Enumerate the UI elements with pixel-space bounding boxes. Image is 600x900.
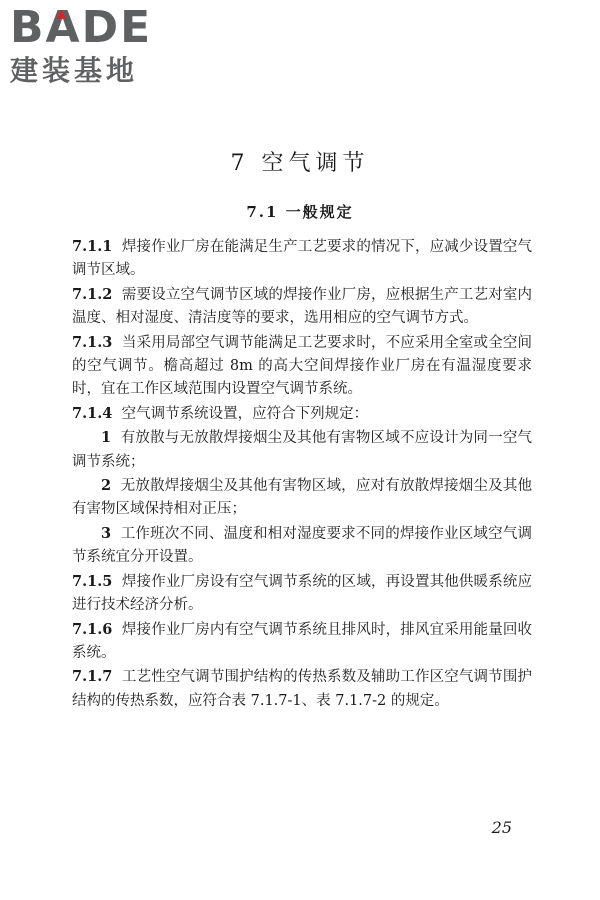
clause-text: 焊接作业厂房设有空气调节系统的区域，再设置其他供暖系统应进行技术经济分析。 (72, 573, 533, 614)
clause-text: 空气调节系统设置，应符合下列规定： (121, 405, 369, 422)
logo-text-cn: 建装基地 (10, 54, 139, 87)
item-text: 工作班次不同、温度和相对湿度要求不同的焊接作业区域空气调节系统宜分开设置。 (72, 525, 533, 566)
chapter-title: 7 空气调节 (230, 151, 370, 176)
clause-number: 7.1.7 (72, 668, 113, 686)
page-number: 25 (491, 818, 512, 837)
clause-item-2 (72, 474, 532, 522)
item-number: 2 (101, 477, 112, 495)
item-number: 1 (101, 429, 112, 447)
clause-text: 工艺性空气调节围护结构的传热系数及辅助工作区空气调节围护结构的传热系数，应符合表 7.1.7-1、表 7.1.7-2 的规定。 (72, 669, 533, 709)
clause-number: 7.1.4 (72, 404, 113, 422)
logo-text-en: BADE (10, 2, 153, 53)
clause-number: 7.1.3 (72, 333, 113, 351)
clause-number: 7.1.5 (72, 572, 113, 590)
clause-text: 需要设立空气调节区域的焊接作业厂房，应根据生产工艺对室内温度、相对湿度、清洁度等的要求，选用相应的空气调节方式。 (72, 286, 533, 327)
clause-7-1-6 (72, 618, 532, 666)
bade-logo (10, 4, 180, 90)
clause-item-1 (72, 426, 532, 474)
clause-7-1-7 (72, 665, 532, 713)
clause-7-1-3 (72, 331, 532, 402)
item-text: 无放散焊接烟尘及其他有害物区域，应对有放散焊接烟尘及其他有害物区域保持相对正压； (72, 478, 533, 518)
clause-number: 7.1.2 (72, 285, 113, 303)
clause-list (72, 235, 532, 713)
clause-text: 焊接作业厂房在能满足生产工艺要求的情况下，应减少设置空气调节区域。 (72, 239, 533, 279)
clause-text: 当采用局部空气调节能满足工艺要求时，不应采用全室或全空间的空气调节。檐高超过 8m 的高大空间焊接作业厂房在有温湿度要求时，宜在工作区域范围内设置空气调节系统。 (72, 334, 533, 398)
clause-number: 7.1.1 (72, 238, 113, 255)
clause-7-1-1 (72, 235, 532, 283)
logo-accent-triangle-icon (56, 10, 66, 19)
clause-7-1-5 (72, 570, 532, 618)
clause-item-3 (72, 522, 532, 570)
clause-7-1-4 (72, 402, 532, 426)
clause-7-1-2 (72, 283, 532, 331)
clause-text: 焊接作业厂房内有空气调节系统且排风时，排风宜采用能量回收系统。 (72, 621, 533, 661)
clause-number: 7.1.6 (72, 620, 113, 638)
item-number: 3 (101, 524, 112, 542)
item-text: 有放散与无放散焊接烟尘及其他有害物区域不应设计为同一空气调节系统； (72, 430, 533, 470)
section-title: 7.1 一般规定 (246, 203, 354, 221)
